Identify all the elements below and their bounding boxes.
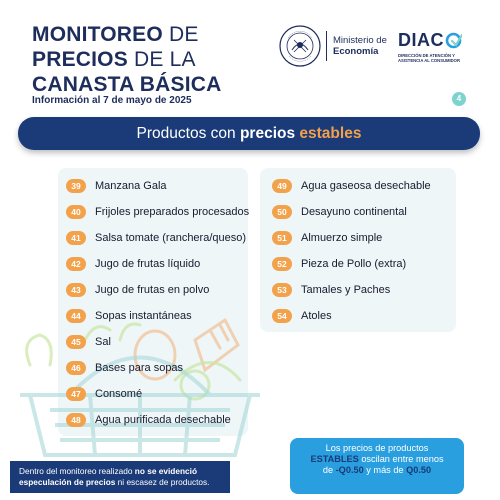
title-word-de-la: DE LA (127, 48, 196, 71)
note-left-part-1: Dentro del monitoreo realizado (19, 466, 135, 476)
note-right-min: -Q0.50 (335, 465, 364, 475)
ministerio-line-1: Ministerio de (333, 35, 387, 46)
note-right-and: y más de (363, 465, 407, 475)
diaco-logo (398, 30, 480, 63)
diaco-check-icon (445, 32, 462, 49)
product-item (66, 176, 167, 196)
product-item (66, 202, 249, 222)
monitoring-note (10, 461, 230, 493)
product-item (272, 176, 431, 196)
note-right-line-1: Los precios de productos (325, 443, 429, 453)
product-number-badge: 40 (66, 205, 86, 219)
page-number-badge: 4 (452, 92, 466, 106)
title-word-de: DE (162, 23, 199, 46)
product-item (272, 202, 407, 222)
product-item (66, 306, 192, 326)
diaco-subtitle: DIRECCIÓN DE ATENCIÓN Y ASISTENCIA AL CONSUMIDOR (398, 53, 460, 63)
report-date: Información al 7 de mayo de 2025 (32, 95, 192, 106)
product-item (66, 332, 111, 352)
title-word-monitoreo: MONITOREO (32, 23, 163, 46)
product-item (66, 358, 183, 378)
product-label: Agua gaseosa desechable (301, 180, 431, 192)
product-label: Manzana Gala (95, 180, 167, 192)
banner-prefix: Productos con (136, 125, 240, 142)
product-label: Pieza de Pollo (extra) (301, 258, 407, 270)
title-word-canasta: CANASTA BÁSICA (32, 73, 222, 96)
product-number-badge: 45 (66, 335, 86, 349)
product-number-badge: 42 (66, 257, 86, 271)
product-number-badge: 50 (272, 205, 292, 219)
product-number-badge: 54 (272, 309, 292, 323)
product-item (66, 384, 142, 404)
product-number-badge: 43 (66, 283, 86, 297)
product-label: Sopas instantáneas (95, 310, 192, 322)
banner-accent: estables (295, 125, 362, 142)
page-title (32, 22, 221, 97)
product-label: Frijoles preparados procesados (95, 206, 250, 218)
ministerio-text (333, 35, 387, 57)
product-label: Salsa tomate (ranchera/queso) (95, 232, 247, 244)
note-right-stable: ESTABLES (310, 454, 359, 464)
ministerio-economia-logo (278, 24, 387, 68)
price-range-note (290, 438, 464, 494)
banner-bold: precios (239, 125, 296, 142)
title-word-precios: PRECIOS (32, 48, 128, 71)
note-left-part-4: ni escasez de productos. (115, 477, 210, 487)
product-label: Agua purificada desechable (95, 414, 231, 426)
product-label: Bases para sopas (95, 362, 184, 374)
product-item (66, 228, 246, 248)
diaco-name: DIAC (398, 30, 444, 50)
product-item (272, 306, 332, 326)
title-line-2 (32, 47, 221, 72)
note-left-part-3: especulación de precios (19, 477, 116, 487)
title-line-3 (32, 72, 221, 97)
product-label: Sal (95, 336, 111, 348)
guatemala-seal-icon (278, 24, 322, 68)
product-label: Jugo de frutas líquido (95, 258, 201, 270)
product-item (272, 254, 406, 274)
product-number-badge: 44 (66, 309, 86, 323)
note-right-line-2: oscilan entre menos (358, 454, 444, 464)
product-number-badge: 52 (272, 257, 292, 271)
title-line-1 (32, 22, 221, 47)
note-left-part-2: no se evidenció (134, 466, 198, 476)
note-right-max: Q0.50 (406, 465, 432, 475)
product-label: Desayuno continental (301, 206, 407, 218)
product-number-badge: 47 (66, 387, 86, 401)
product-item (66, 254, 200, 274)
ministerio-line-2: Economía (333, 46, 379, 57)
note-right-de: de (322, 465, 336, 475)
product-number-badge: 41 (66, 231, 86, 245)
product-label: Almuerzo simple (301, 232, 383, 244)
product-label: Jugo de frutas en polvo (95, 284, 210, 296)
logo-divider (326, 31, 327, 61)
product-number-badge: 51 (272, 231, 292, 245)
product-item (66, 280, 209, 300)
product-item (272, 228, 382, 248)
product-number-badge: 48 (66, 413, 86, 427)
product-item (272, 280, 390, 300)
product-number-badge: 53 (272, 283, 292, 297)
product-number-badge: 39 (66, 179, 86, 193)
product-label: Consomé (95, 388, 143, 400)
section-banner (18, 117, 480, 150)
product-number-badge: 49 (272, 179, 292, 193)
product-label: Tamales y Paches (301, 284, 391, 296)
product-number-badge: 46 (66, 361, 86, 375)
product-label: Atoles (301, 310, 332, 322)
product-item (66, 410, 231, 430)
